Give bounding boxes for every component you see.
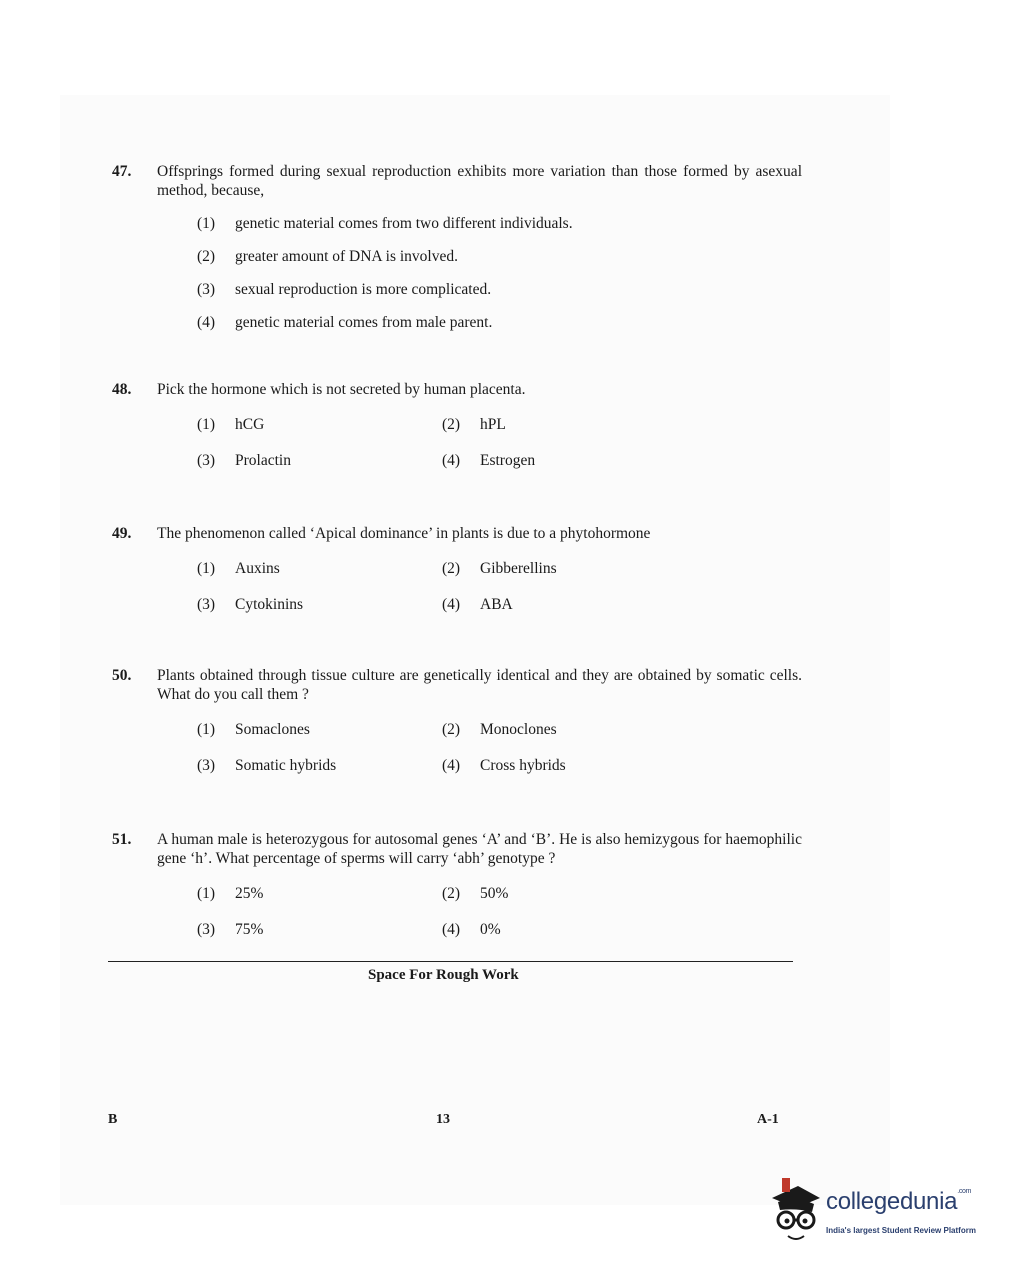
question-text: Plants obtained through tissue culture are genetically identical and they are obtained by somatic cells. What do you call them ? bbox=[157, 667, 802, 703]
option-1: (1) Auxins bbox=[197, 560, 280, 577]
footer-series-code: A-1 bbox=[757, 1112, 779, 1127]
question-49 bbox=[112, 524, 802, 628]
option-3: (3) Somatic hybrids bbox=[197, 757, 337, 774]
question-47 bbox=[112, 162, 802, 346]
options-list bbox=[197, 559, 802, 628]
question-text: The phenomenon called ‘Apical dominance’ in plants is due to a phytohormone bbox=[157, 525, 651, 542]
logo-wordmark: collegedunia$^{.com}$ bbox=[826, 1188, 972, 1215]
option-3: (3) Prolactin bbox=[197, 452, 291, 469]
option-1: (1) 25% bbox=[197, 885, 264, 902]
option-4: (4) genetic material comes from male parent. bbox=[197, 314, 493, 331]
option-2: (2) hPL bbox=[442, 416, 506, 433]
options-list bbox=[197, 884, 802, 953]
question-number: 50. bbox=[112, 667, 132, 684]
option-3: (3) Cytokinins bbox=[197, 596, 304, 613]
option-1: (1) hCG bbox=[197, 416, 265, 433]
graduate-mascot-icon bbox=[768, 1178, 824, 1248]
option-2: (2) greater amount of DNA is involved. bbox=[197, 248, 458, 265]
option-2: (2) Gibberellins bbox=[442, 560, 557, 577]
question-number: 47. bbox=[112, 163, 132, 180]
question-text: A human male is heterozygous for autosomal genes ‘A’ and ‘B’. He is also hemizygous for haemophilic gene ‘h’. What percentage of sperms will carry ‘abh’ genotype ? bbox=[157, 831, 802, 867]
option-3: (3) sexual reproduction is more complicated. bbox=[197, 281, 492, 298]
question-50 bbox=[112, 666, 802, 789]
option-4: (4) Estrogen bbox=[442, 452, 536, 469]
option-4: (4) 0% bbox=[442, 921, 501, 938]
options-list bbox=[197, 214, 802, 346]
footer-page-number: 13 bbox=[436, 1112, 450, 1127]
option-1: (1) Somaclones bbox=[197, 721, 310, 738]
question-51 bbox=[112, 830, 802, 953]
question-number: 48. bbox=[112, 381, 132, 398]
question-number: 49. bbox=[112, 525, 132, 542]
question-text: Pick the hormone which is not secreted by human placenta. bbox=[157, 381, 526, 398]
option-1: (1) genetic material comes from two different individuals. bbox=[197, 215, 573, 232]
footer-booklet-code: B bbox=[108, 1112, 118, 1127]
logo-tagline: India's largest Student Review Platform bbox=[826, 1226, 976, 1235]
collegedunia-logo bbox=[768, 1178, 998, 1248]
option-4: (4) ABA bbox=[442, 596, 513, 613]
question-48 bbox=[112, 380, 802, 484]
option-4: (4) Cross hybrids bbox=[442, 757, 566, 774]
option-2: (2) Monoclones bbox=[442, 721, 557, 738]
option-2: (2) 50% bbox=[442, 885, 509, 902]
rough-work-divider bbox=[108, 961, 793, 962]
option-3: (3) 75% bbox=[197, 921, 264, 938]
rough-work-label: Space For Rough Work bbox=[368, 967, 519, 983]
question-text: Offsprings formed during sexual reproduction exhibits more variation than those formed by asexual method, because, bbox=[157, 163, 802, 199]
question-number: 51. bbox=[112, 831, 132, 848]
options-list bbox=[197, 415, 802, 484]
options-list bbox=[197, 720, 802, 789]
